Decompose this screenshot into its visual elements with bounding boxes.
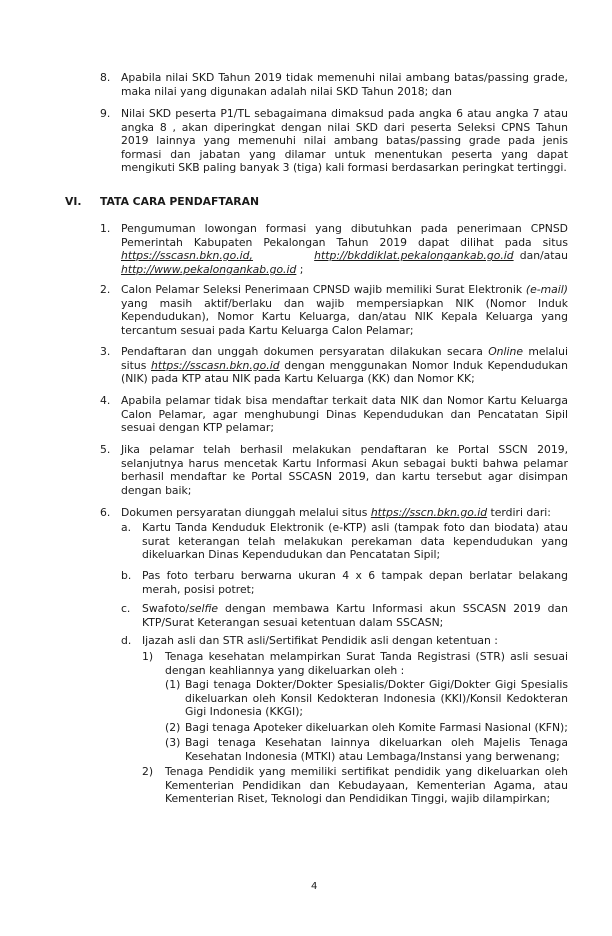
pekalongankab-link[interactable]: http://www.pekalongankab.go.id [121,262,297,276]
sscn-link[interactable]: https://sscn.bkn.go.id [370,506,488,519]
item-text-part: Pengumuman lowongan formasi yang dibutuhkan pada penerimaan CPNSD Pemerintah Kabupaten Pekalongan Tahun 2019 dapat dilihat pada situs [121,222,568,249]
sub-item-letter: c. [121,602,131,615]
sub-item-text [142,602,568,629]
item-text-part: dan/atau [513,249,568,263]
online-term: Online [488,345,524,358]
point-number: (2) [165,721,181,734]
section-number: VI. [65,195,82,208]
bkddiklat-link[interactable]: http://bkddiklat.pekalongankab.go.id [314,249,514,263]
point-text: Bagi tenaga Apoteker dikeluarkan oleh Komite Farmasi Nasional (KFN); [185,721,568,734]
item-text-part: ; [296,262,304,276]
sub-sub-number: 1) [142,650,154,663]
point-text: Bagi tenaga Kesehatan lainnya dikeluarkan oleh Majelis Tenaga Kesehatan Indonesia (MTKI) atau Lembaga/Instansi yang berwenang; [185,736,568,763]
point-number: (1) [165,678,181,691]
sub-item-text: Kartu Tanda Kenduduk Elektronik (e-KTP) asli (tampak foto dan biodata) atau surat keterangan telah melakukan perekaman data kependudukan yang dikeluarkan Dinas Kependudukan dan Pencatatan Sipil; [142,521,568,562]
page-number: 4 [311,881,318,892]
item-text-part: terdiri dari: [487,506,551,519]
item-text-part: dengan menggunakan Nomor Induk Kependudukan (NIK) pada KTP atau NIK pada Kartu Keluarga (KK) dan Nomor KK; [121,358,568,386]
sub-item-text: Pas foto terbaru berwarna ukuran 4 x 6 tampak depan berlatar belakang merah, posisi potret; [142,569,568,596]
item-text [121,222,568,276]
item-text: Nilai SKD peserta P1/TL sebagaimana dimaksud pada angka 6 atau angka 7 atau angka 8 , akan diperingkat dengan nilai SKD dari peserta Seleksi CPNS Tahun 2019 lainnya yang memenuhi nilai ambang batas/passing grade pada jenis formasi dan jabatan yang dilamar untuk menentukan peserta yang dapat mengikuti SKB paling banyak 3 (tiga) kali formasi berdasarkan peringkat tertinggi. [121,107,568,175]
sub-sub-text: Tenaga Pendidik yang memiliki sertifikat pendidik yang dikeluarkan oleh Kementerian Pendidikan dan Kebudayaan, Kementerian Agama, atau Kementerian Riset, Teknologi dan Pendidikan Tinggi, wajib dilampirkan; [165,765,568,806]
sub-item-letter: d. [121,634,132,647]
item-number: 8. [100,71,111,84]
item-text: Apabila pelamar tidak bisa mendaftar terkait data NIK dan Nomor Kartu Keluarga Calon Pelamar, agar menghubungi Dinas Kependudukan dan Pencatatan Sipil sesuai dengan KTP pelamar; [121,394,568,435]
item-number: 5. [100,443,111,456]
item-number: 4. [100,394,111,407]
section-title: TATA CARA PENDAFTARAN [100,195,260,208]
item-text [121,283,568,337]
item-text-part: Pendaftaran dan unggah dokumen persyaratan dilakukan secara [121,345,489,358]
sscasn-link[interactable]: https://sscasn.bkn.go.id [151,358,280,372]
item-number: 3. [100,345,111,358]
sub-sub-number: 2) [142,765,154,778]
item-text-part: dengan membawa Kartu Informasi akun SSCASN 2019 dan KTP/Surat Keterangan sesuai ketentuan dalam SSCASN; [142,602,568,629]
sub-sub-text: Tenaga kesehatan melampirkan Surat Tanda Registrasi (STR) asli sesuai dengan keahliannya yang dikeluarkan oleh : [165,650,568,677]
item-text [121,506,568,520]
item-text: Jika pelamar telah berhasil melakukan pendaftaran ke Portal SSCN 2019, selanjutnya harus mencetak Kartu Informasi Akun sebagai bukti bahwa pelamar berhasil mendaftar ke Portal SSCASN 2019, dan kartu tersebut agar disimpan dengan baik; [121,443,568,497]
sscasn-link[interactable]: https://sscasn.bkn.go.id, [121,249,253,263]
sub-item-letter: b. [121,569,132,582]
email-term: (e-mail) [525,283,568,296]
item-text-part: melalui situs [121,345,568,372]
point-text: Bagi tenaga Dokter/Dokter Spesialis/Dokter Gigi/Dokter Gigi Spesialis dikeluarkan oleh Konsil Kedokteran Indonesia (KKI)/Konsil Kedokteran Gigi Indonesia (KKGI); [185,678,568,719]
point-number: (3) [165,736,181,749]
item-text [121,345,568,386]
item-text: Apabila nilai SKD Tahun 2019 tidak memenuhi nilai ambang batas/passing grade, maka nilai yang digunakan adalah nilai SKD Tahun 2018; dan [121,71,568,98]
item-text-part: Calon Pelamar Seleksi Penerimaan CPNSD wajib memiliki Surat Elektronik [121,283,526,296]
sub-item-text: Ijazah asli dan STR asli/Sertifikat Pendidik asli dengan ketentuan : [142,634,498,647]
item-text-part: Dokumen persyaratan diunggah melalui situs [121,506,371,519]
item-number: 2. [100,283,111,296]
item-number: 6. [100,506,111,519]
selfie-term: selfie [189,602,219,615]
sub-item-letter: a. [121,521,132,534]
item-text-part: yang masih aktif/berlaku dan wajib mempersiapkan NIK (Nomor Induk Kependudukan), Nomor Kartu Keluarga, dan/atau NIK Kepala Keluarga yang tercantum sesuai pada Kartu Keluarga Calon Pelamar; [121,296,568,337]
item-text-part: Swafoto/ [142,602,190,615]
item-number: 1. [100,222,111,235]
item-number: 9. [100,107,111,120]
